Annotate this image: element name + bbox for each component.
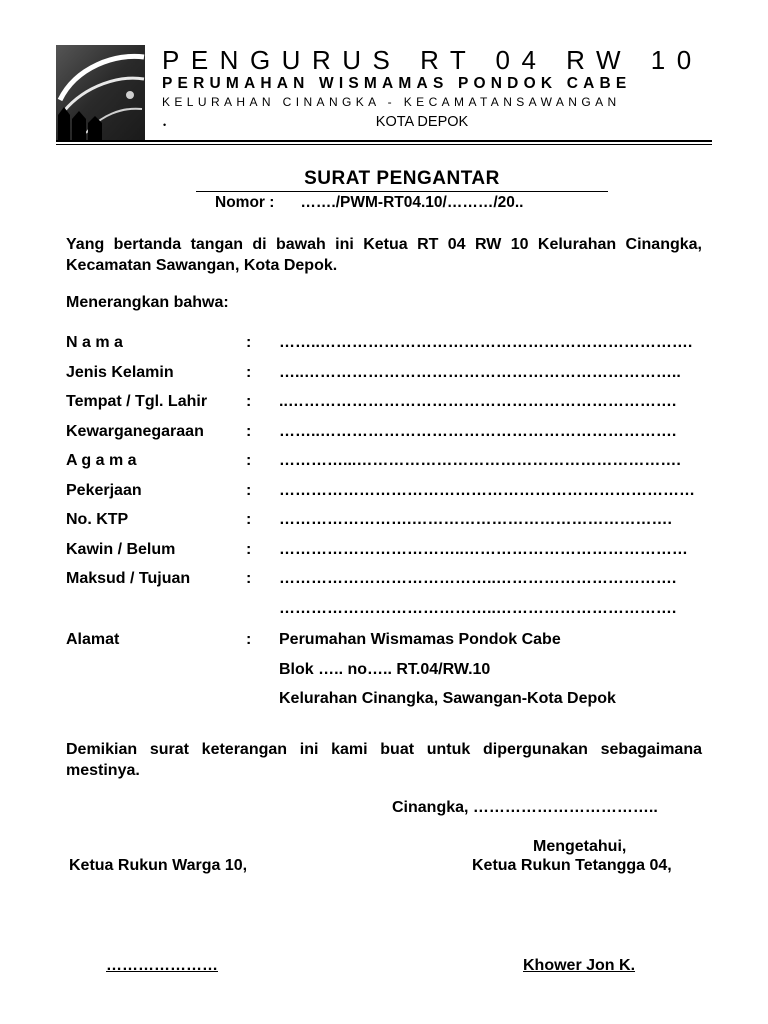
field-blank: …………………………………………………………………… [279,481,695,499]
field-blank: ..………………………………………………………………. [279,393,677,410]
letter-number [215,193,524,213]
field-blank: …………...……………………………………………………. [279,452,681,469]
field-row-ktp [66,510,706,540]
field-label: Maksud / Tujuan [66,570,191,587]
number-label: Nomor : [215,194,275,211]
org-city: KOTA DEPOK [375,114,469,130]
field-row-gender [66,363,706,393]
closing-paragraph: Demikian surat keterangan ini kami buat untuk dipergunakan sebagaimana mestinya. [66,741,702,779]
org-district: KELURAHAN CINANGKA - KECAMATANSAWANGAN [162,95,621,109]
field-colon: : [246,393,252,410]
org-housing-name: PERUMAHAN WISMAMAS PONDOK CABE [162,75,632,92]
field-colon: : [246,540,252,558]
field-row-marital [66,540,706,570]
field-label: Kawin / Belum [66,540,176,558]
field-blank: …..…………………………………………………………….. [279,363,681,381]
field-colon: : [246,570,252,587]
field-label: Kewarganegaraan [66,422,204,440]
logo-emblem-icon [56,45,145,140]
field-colon: : [246,363,252,381]
org-title: PENGURUS RT 04 RW 10 [162,45,703,75]
rt-chair-name: Khower Jon K. [523,957,636,974]
number-value: ……./PWM-RT04.10/………/20.. [300,194,524,211]
field-row-citizenship [66,422,706,452]
letter-title: SURAT PENGANTAR [304,168,500,189]
field-row-name [66,333,706,363]
field-label: Tempat / Tgl. Lahir [66,393,208,410]
address-line-3: Kelurahan Cinangka, Sawangan-Kota Depok [279,690,616,707]
header-divider-thick [56,140,712,142]
field-blank: …………………………………..……………………………. [279,570,677,587]
field-colon: : [246,511,252,528]
address-colon: : [246,631,252,648]
rt-logo [56,45,145,140]
field-row-occupation [66,481,706,511]
intro-paragraph: Yang bertanda tangan di bawah ini Ketua RT 04 RW 10 Kelurahan Cinangka, Kecamatan Sawangan, Kota Depok. [66,236,702,274]
field-label: No. KTP [66,511,129,528]
field-row-religion [66,451,706,481]
address-line-2: Blok ….. no….. RT.04/RW.10 [279,660,491,678]
address-line-1: Perumahan Wismamas Pondok Cabe [279,631,561,648]
field-row-birth [66,392,706,422]
field-row-purpose [66,569,706,599]
form-fields [66,333,706,628]
header-divider-thin [56,144,712,145]
states-paragraph: Menerangkan bahwa: [66,294,229,311]
field-blank: ……..……………………………………………………………. [279,334,693,351]
field-label: N a m a [66,334,123,351]
place-date: Cinangka, …………………………….. [392,799,658,816]
field-label: Pekerjaan [66,481,142,499]
field-blank: ……………………………..…………………………………… [279,540,688,558]
field-blank: ……..…………………………………………………………. [279,422,677,440]
field-label: A g a m a [66,452,137,469]
title-underline [196,191,608,192]
rt-chair-title: Ketua Rukun Tetangga 04, [472,857,672,874]
rw-chair-title: Ketua Rukun Warga 10, [69,857,248,874]
acknowledged-label: Mengetahui, [533,838,627,855]
field-label: Jenis Kelamin [66,363,174,381]
field-blank: …………………………………..……………………………. [279,599,677,617]
field-colon: : [246,452,252,469]
field-colon: : [246,481,252,499]
address-label: Alamat [66,631,120,648]
field-colon: : [246,422,252,440]
rw-chair-name: ………………… [106,957,218,974]
field-row-purpose-cont [66,599,706,629]
bullet-dot-icon: • [163,120,167,130]
field-blank: …………………….…………………………………………. [279,511,672,528]
field-colon: : [246,334,252,351]
